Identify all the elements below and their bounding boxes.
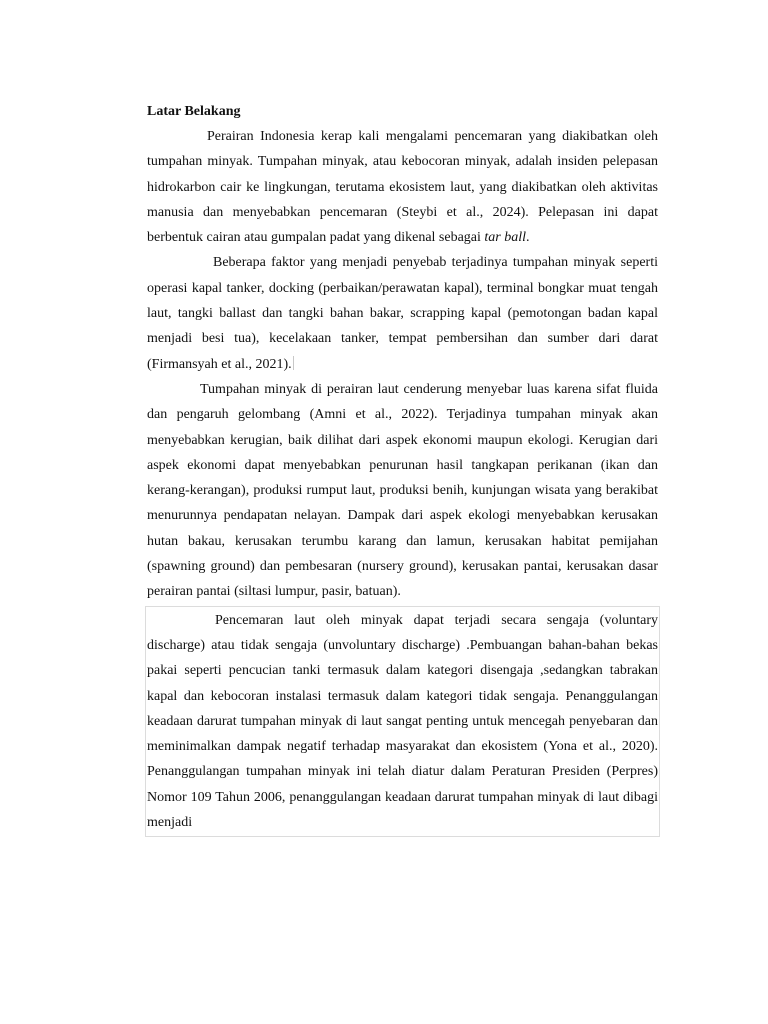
paragraph-2-text: Beberapa faktor yang menjadi penyebab terjadinya tumpahan minyak seperti operasi kapal tanker, docking (perbaikan/perawatan kapal), terminal bongkar muat tengah laut, tangki ballast dan tangki bahan bakar, scrapping kapal (pemotongan badan kapal menjadi besi tua), kecelakaan tanker, tempat pembersihan dan sumber dari darat (Firmansyah et al., 2021). — [147, 255, 658, 372]
section-heading: Latar Belakang — [147, 104, 241, 119]
paragraph-1-text: Perairan Indonesia kerap kali mengalami pencemaran yang diakibatkan oleh tumpahan minyak. Tumpahan minyak, atau kebocoran minyak, adalah insiden pelepasan hidrokarbon cair ke lingkungan, terutama ekosistem laut, yang diakibatkan oleh aktivitas manusia dan menyebabkan pencemaran (Steybi et al., 2024). Pelepasan ini dapat berbentuk cairan atau gumpalan padat yang dikenal sebagai — [147, 129, 658, 246]
paragraph-1 — [147, 124, 658, 250]
paragraph-3: Tumpahan minyak di perairan laut cenderung menyebar luas karena sifat fluida dan pengaruh gelombang (Amni et al., 2022). Terjadinya tumpahan minyak akan menyebabkan kerugian, baik dilihat dari aspek ekonomi maupun ekologi. Kerugian dari aspek ekonomi dapat menyebabkan penurunan hasil tangkapan perikanan (ikan dan kerang-kerangan), produksi rumput laut, produksi benih, kunjungan wisata yang berakibat menurunnya pendapatan nelayan. Dampak dari aspek ekologi menyebabkan kerusakan hutan bakau, kerusakan terumbu karang dan lamun, kerusakan habitat pemijahan (spawning ground) dan pembesaran (nursery ground), kerusakan pantai, kerusakan dasar perairan pantai (siltasi lumpur, pasir, batuan). — [147, 381, 658, 600]
paragraph-1-end: . — [526, 230, 530, 246]
paragraph-1-italic-term: tar ball — [484, 230, 527, 246]
paragraph-2 — [147, 250, 658, 376]
document-body — [147, 100, 658, 835]
text-cursor-mark — [293, 356, 294, 370]
paragraph-4-boxed: Pencemaran laut oleh minyak dapat terjadi secara sengaja (voluntary discharge) atau tidak sengaja (unvoluntary discharge) .Pembuangan bahan-bahan bekas pakai seperti pencucian tanki termasuk dalam kategori disengaja ,sedangkan tabrakan kapal dan kebocoran instalasi termasuk dalam kategori tidak sengaja. Penanggulangan keadaan darurat tumpahan minyak di laut sangat penting untuk mencegah penyebaran dan meminimalkan dampak negatif terhadap masyarakat dan ekosistem (Yona et al., 2020). Penanggulangan tumpahan minyak ini telah diatur dalam Peraturan Presiden (Perpres) Nomor 109 Tahun 2006, penanggulangan keadaan darurat tumpahan minyak di laut dibagi menjadi — [147, 608, 658, 836]
